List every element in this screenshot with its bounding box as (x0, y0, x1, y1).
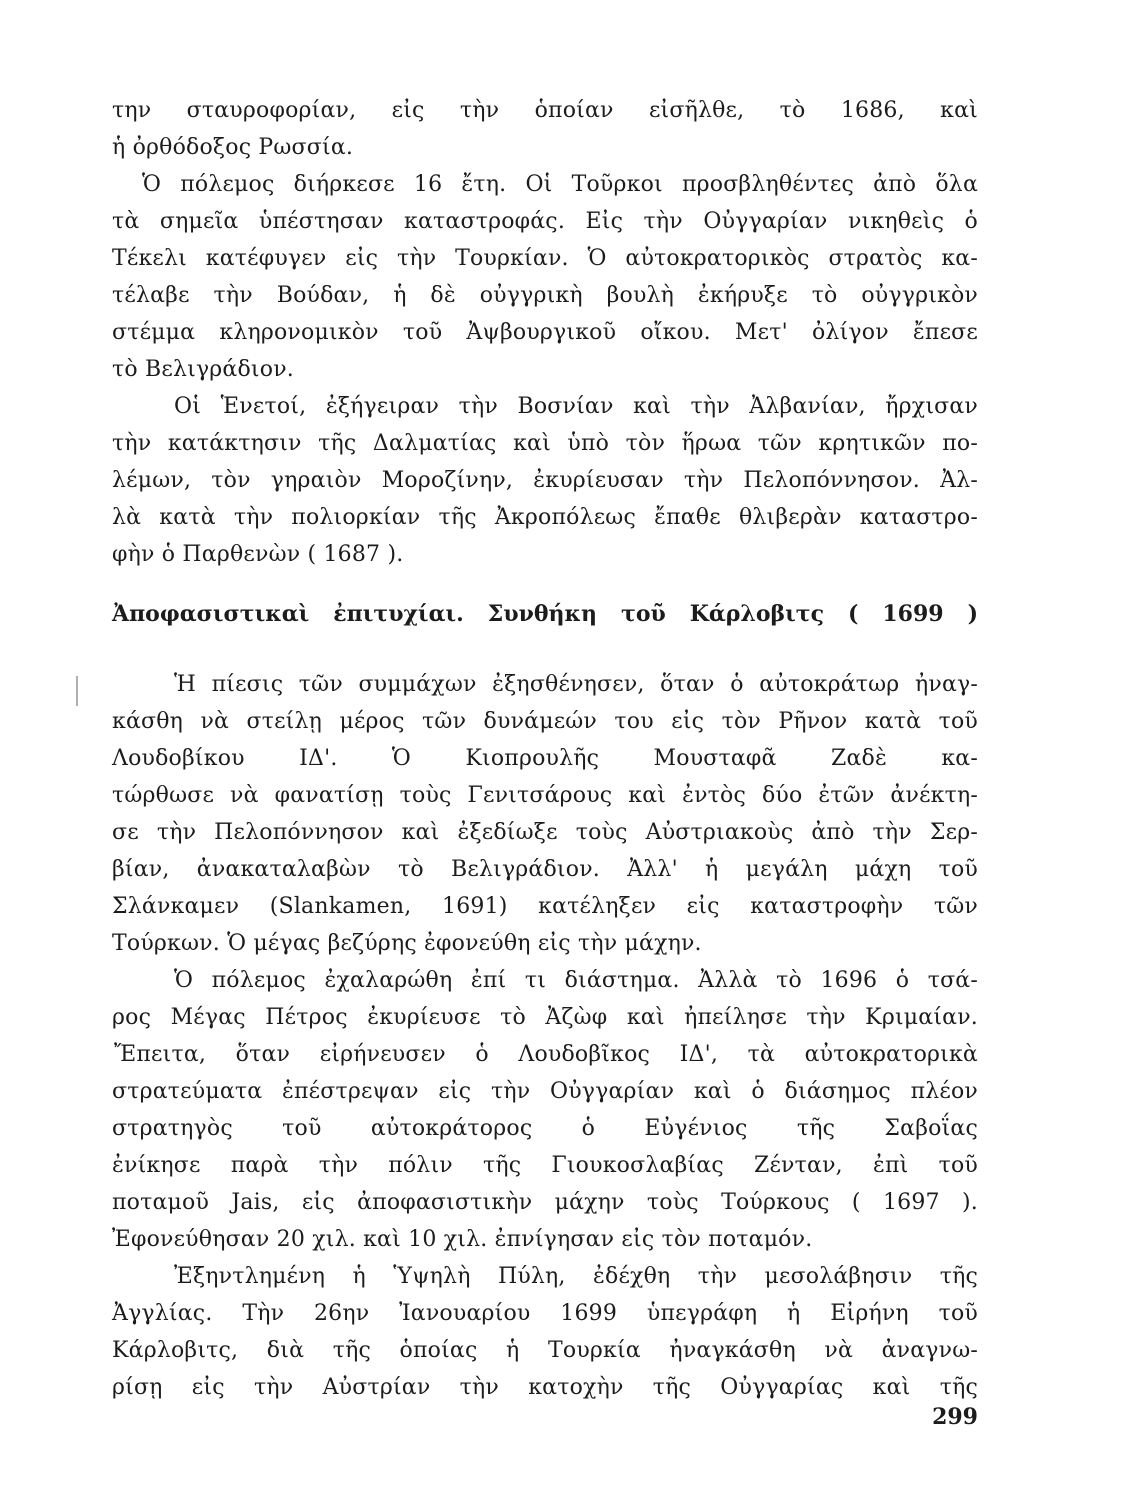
text-line: λέμων, τὸν γηραιὸν Μοροζίνην, ἐκυρίευσαν τὴν Πελοπόννησον. Ἀλ- (112, 468, 978, 493)
text-line: στρατηγὸς τοῦ αὐτοκράτορος ὁ Εὐγένιος τῆς Σαβοΐας (112, 1116, 978, 1141)
text-line: λὰ κατὰ τὴν πολιορκίαν τῆς Ἀκροπόλεως ἔπαθε θλιβερὰν καταστρο- (112, 505, 978, 530)
text-line: Λουδοβίκου ΙΔ'. Ὁ Κιοπρουλῆς Μουσταφᾶ Ζαδὲ κα- (112, 746, 978, 771)
text-line: φὴν ὁ Παρθενὼν ( 1687 ). (112, 542, 404, 567)
text-line: ἡ ὀρθόδοξος Ρωσσία. (112, 135, 354, 160)
text-line: ρίσῃ εἰς τὴν Αὐστρίαν τὴν κατοχὴν τῆς Οὐγγαρίας καὶ τῆς (112, 1375, 978, 1400)
text-line: ἐνίκησε παρὰ τὴν πόλιν τῆς Γιουκοσλαβίας Ζένταν, ἐπὶ τοῦ (112, 1153, 978, 1178)
text-line: ρος Μέγας Πέτρος ἐκυρίευσε τὸ Ἀζὼφ καὶ ἠπείλησε τὴν Κριμαίαν. (112, 1005, 978, 1030)
text-line: τέλαβε τὴν Βούδαν, ἡ δὲ οὐγγρικὴ βουλὴ ἐκήρυξε τὸ οὐγγρικὸν (112, 283, 978, 308)
text-line: κάσθη νὰ στείλῃ μέρος τῶν δυνάμεών του εἰς τὸν Ρῆνον κατὰ τοῦ (112, 709, 978, 734)
page-number: 299 (932, 1404, 978, 1430)
text-line: στρατεύματα ἐπέστρεψαν εἰς τὴν Οὐγγαρίαν καὶ ὁ διάσημος πλέον (112, 1079, 978, 1104)
paragraph-block-1 (112, 92, 978, 573)
text-line: Ὁ πόλεμος ἐχαλαρώθη ἐπί τι διάστημα. Ἀλλὰ τὸ 1696 ὁ τσά- (174, 968, 978, 993)
text-line: την σταυροφορίαν, εἰς τὴν ὁποίαν εἰσῆλθε, τὸ 1686, καὶ (112, 98, 978, 123)
text-line: σε τὴν Πελοπόννησον καὶ ἐξεδίωξε τοὺς Αὐστριακοὺς ἀπὸ τὴν Σερ- (112, 820, 978, 845)
text-line: Οἱ Ἑνετοί, ἐξήγειραν τὴν Βοσνίαν καὶ τὴν Ἀλβανίαν, ἤρχισαν (174, 394, 978, 419)
text-line: βίαν, ἀνακαταλαβὼν τὸ Βελιγράδιον. Ἀλλ' ἡ μεγάλη μάχη τοῦ (112, 857, 978, 882)
text-line: Τέκελι κατέφυγεν εἰς τὴν Τουρκίαν. Ὁ αὐτοκρατορικὸς στρατὸς κα- (112, 246, 978, 271)
text-line: Ἡ πίεσις τῶν συμμάχων ἐξησθένησεν, ὅταν ὁ αὐτοκράτωρ ἠναγ- (174, 672, 978, 697)
text-line: τὸ Βελιγράδιον. (112, 357, 294, 382)
text-line: τώρθωσε νὰ φανατίσῃ τοὺς Γενιτσάρους καὶ ἐντὸς δύο ἐτῶν ἀνέκτη- (112, 783, 978, 808)
text-line: τὴν κατάκτησιν τῆς Δαλματίας καὶ ὑπὸ τὸν ἥρωα τῶν κρητικῶν πο- (112, 431, 978, 456)
text-line: τὰ σημεῖα ὑπέστησαν καταστροφάς. Εἰς τὴν Οὐγγαρίαν νικηθεὶς ὁ (112, 209, 978, 234)
margin-mark (76, 676, 78, 706)
text-line: στέμμα κληρονομικὸν τοῦ Ἀψβουργικοῦ οἴκου. Μετ' ὀλίγον ἔπεσε (112, 320, 978, 345)
text-line: Σλάνκαμεν (Slankamen, 1691) κατέληξεν εἰς καταστροφὴν τῶν (112, 894, 978, 919)
section-heading: Ἀποφασιστικαὶ ἐπιτυχίαι. Συνθήκη τοῦ Κάρλοβιτς ( 1699 ) (112, 601, 978, 627)
text-line: Ἐξηντλημένη ἡ Ὑψηλὴ Πύλη, ἐδέχθη τὴν μεσολάβησιν τῆς (174, 1264, 978, 1289)
text-line: Ἔπειτα, ὅταν εἰρήνευσεν ὁ Λουδοβῖκος ΙΔ', τὰ αὐτοκρατορικὰ (114, 1042, 978, 1067)
paragraph-block-2 (112, 666, 978, 1406)
text-line: ποταμοῦ Jais, εἰς ἀποφασιστικὴν μάχην τοὺς Τούρκους ( 1697 ). (112, 1190, 978, 1215)
text-line: Ἀγγλίας. Τὴν 26ην Ἰανουαρίου 1699 ὑπεγράφη ἡ Εἰρήνη τοῦ (112, 1301, 978, 1326)
text-line: Τούρκων. Ὁ μέγας βεζύρης ἐφονεύθη εἰς τὴν μάχην. (112, 931, 702, 956)
text-line: Ἐφονεύθησαν 20 χιλ. καὶ 10 χιλ. ἐπνίγησαν εἰς τὸν ποταμόν. (112, 1227, 813, 1252)
text-line: Κάρλοβιτς, διὰ τῆς ὁποίας ἡ Τουρκία ἠναγκάσθη νὰ ἀναγνω- (112, 1338, 978, 1363)
text-line: Ὁ πόλεμος διήρκεσε 16 ἔτη. Οἱ Τοῦρκοι προσβληθέντες ἀπὸ ὅλα (142, 172, 978, 197)
